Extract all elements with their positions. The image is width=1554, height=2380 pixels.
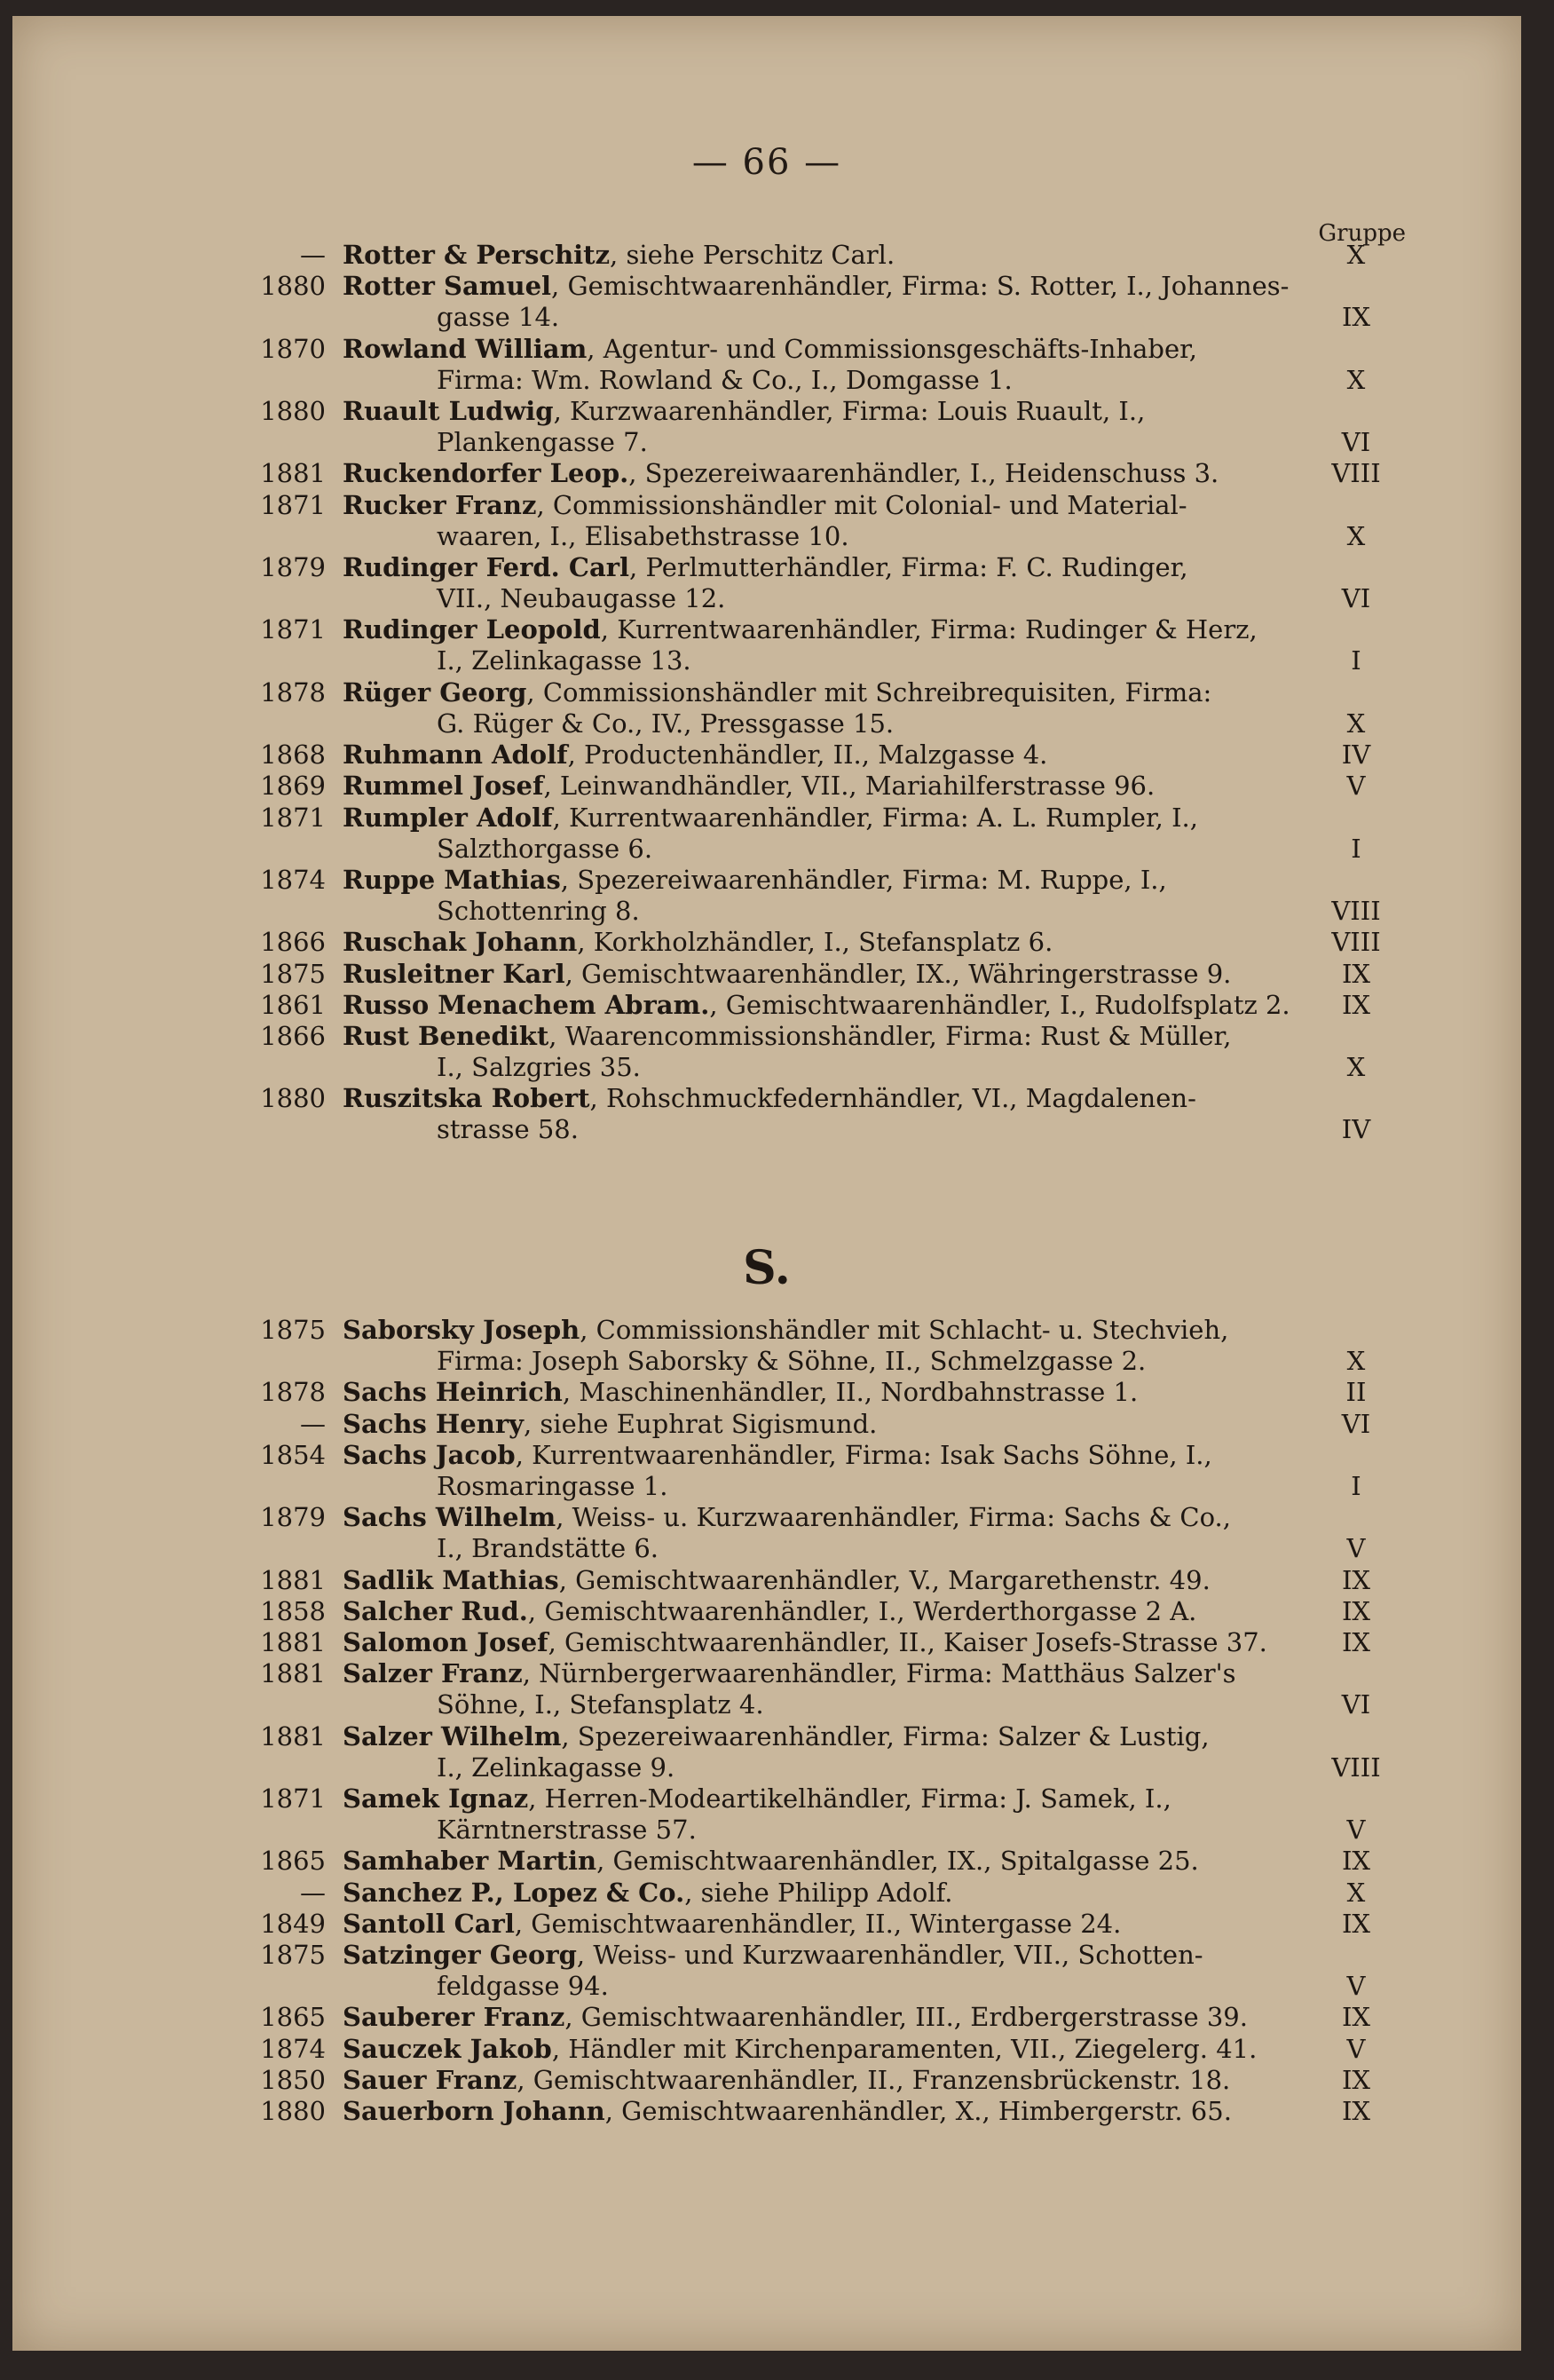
entry-group: X — [1346, 520, 1366, 551]
directory-entry — [12, 1440, 1521, 1502]
entry-first-line — [12, 490, 1521, 521]
entry-text — [343, 2065, 1230, 2096]
entry-first-line — [12, 334, 1521, 365]
entry-group: V — [1346, 2033, 1366, 2064]
entry-continuation-line — [12, 834, 1521, 865]
entry-first-line — [12, 1502, 1521, 1533]
entry-first-line — [12, 2034, 1521, 2065]
document-page — [12, 16, 1521, 2351]
entry-text — [343, 1721, 1210, 1752]
entry-first-line — [12, 865, 1521, 896]
section-letter: S. — [743, 1241, 791, 1295]
entry-name: Rudinger Leopold — [343, 614, 601, 645]
entry-year: 1878 — [260, 676, 326, 708]
entry-description: , Weiss- u. Kurzwaarenhändler, Firma: Sachs & Co., — [556, 1502, 1231, 1533]
entry-group: VI — [1341, 1408, 1371, 1439]
entry-group: VI — [1341, 583, 1371, 613]
entry-first-line — [12, 2065, 1521, 2096]
entry-group: I — [1351, 645, 1361, 676]
entry-text — [343, 240, 895, 271]
entry-text — [343, 959, 1231, 990]
entry-group: II — [1345, 1377, 1367, 1408]
entry-group: X — [1346, 1346, 1366, 1376]
entry-year: 1868 — [260, 739, 326, 771]
entry-first-line — [12, 1409, 1521, 1440]
entry-year: 1881 — [260, 1720, 326, 1751]
entry-group: X — [1346, 240, 1366, 270]
entry-name: Sachs Henry — [343, 1408, 524, 1439]
entry-continuation-line — [12, 1689, 1521, 1720]
entry-continuation: Plankengasse 7. — [437, 427, 648, 457]
directory-entry — [12, 1409, 1521, 1440]
entry-group: IX — [1341, 1564, 1371, 1595]
entry-name: Ruppe Mathias — [343, 865, 561, 895]
entry-text — [343, 1878, 953, 1909]
entry-text — [343, 1783, 1171, 1815]
entry-group: VIII — [1331, 1751, 1381, 1783]
entry-first-line — [12, 396, 1521, 427]
entry-name: Ruckendorfer Leop. — [343, 458, 629, 489]
entry-year: 1858 — [260, 1595, 326, 1626]
page-number: — 66 — — [691, 142, 842, 183]
entry-text — [343, 1627, 1267, 1658]
entry-description: , Agentur- und Commissionsgeschäfts-Inhaber, — [587, 333, 1197, 364]
entry-year: 1871 — [260, 489, 326, 520]
entry-group: IX — [1341, 1595, 1371, 1626]
entry-description: , Gemischtwaarenhändler, IX., Spitalgasse 25. — [596, 1846, 1199, 1877]
entry-description: , Kurrentwaarenhändler, Firma: Isak Sachs Söhne, I., — [515, 1439, 1212, 1470]
entry-year: 1865 — [260, 1846, 326, 1877]
entry-text — [343, 1083, 1196, 1114]
entry-name: Salcher Rud. — [343, 1595, 528, 1626]
entry-name: Sadlik Mathias — [343, 1564, 559, 1595]
entry-continuation: VII., Neubaugasse 12. — [437, 583, 726, 613]
entry-first-line — [12, 803, 1521, 834]
entry-name: Samhaber Martin — [343, 1846, 597, 1877]
entry-group: I — [1351, 1470, 1361, 1501]
entry-year: 1854 — [260, 1439, 326, 1470]
entry-first-line — [12, 1083, 1521, 1114]
entry-year: 1875 — [260, 1315, 326, 1345]
entry-year: 1881 — [260, 1627, 326, 1657]
entry-continuation-line — [12, 1052, 1521, 1083]
entry-group: IX — [1341, 2064, 1371, 2095]
entry-text — [343, 2096, 1232, 2127]
entry-year: 1880 — [260, 2096, 326, 2126]
entry-continuation: I., Zelinkagasse 9. — [437, 1751, 675, 1783]
entry-description: , Spezereiwaarenhändler, Firma: M. Ruppe, I., — [560, 865, 1167, 895]
directory-entry — [12, 1502, 1521, 1564]
directory-entry — [12, 240, 1521, 271]
entry-name: Ruschak Johann — [343, 927, 578, 958]
directory-entry — [12, 1783, 1521, 1846]
entry-text — [343, 1377, 1138, 1408]
entry-text — [343, 2002, 1248, 2033]
entry-group: VIII — [1331, 896, 1381, 926]
entry-name: Sachs Wilhelm — [343, 1502, 556, 1533]
entry-first-line — [12, 1721, 1521, 1752]
entry-first-line — [12, 771, 1521, 802]
entry-first-line — [12, 1658, 1521, 1689]
entry-text — [343, 1565, 1211, 1596]
directory-entry — [12, 1846, 1521, 1877]
entry-group: V — [1346, 1971, 1366, 2001]
entry-text — [343, 1846, 1199, 1877]
entry-description: , Nürnbergerwaarenhändler, Firma: Matthäus Salzer's — [522, 1658, 1236, 1689]
entry-text — [343, 1315, 1228, 1346]
entry-name: Rucker Franz — [343, 489, 537, 520]
directory-entry — [12, 865, 1521, 927]
entry-year: 1875 — [260, 1940, 326, 1970]
entry-text — [343, 739, 1047, 771]
directory-entry — [12, 677, 1521, 739]
entry-description: , Kurrentwaarenhändler, Firma: Rudinger & Herz, — [600, 614, 1258, 645]
entry-group: IX — [1341, 2002, 1371, 2033]
entry-first-line — [12, 458, 1521, 489]
directory-entry — [12, 1627, 1521, 1658]
entry-description: , Rohschmuckfedernhändler, VI., Magdalenen- — [589, 1083, 1196, 1114]
entry-text — [343, 1940, 1203, 1971]
entry-description: , Maschinenhändler, II., Nordbahnstrasse 1. — [562, 1377, 1139, 1408]
entry-first-line — [12, 271, 1521, 302]
entry-text — [343, 490, 1187, 521]
directory-entry — [12, 396, 1521, 458]
entry-year: 1880 — [260, 271, 326, 302]
entry-group: V — [1346, 771, 1366, 802]
directory-entry — [12, 552, 1521, 614]
entry-year: — — [300, 1877, 326, 1908]
entry-name: Sachs Heinrich — [343, 1377, 563, 1408]
entry-description: , Waarencommissionshändler, Firma: Rust & Müller, — [548, 1021, 1232, 1051]
entry-description: , Herren-Modeartikelhändler, Firma: J. Samek, I., — [528, 1783, 1171, 1814]
entry-group: VIII — [1331, 458, 1381, 489]
directory-entry — [12, 334, 1521, 396]
entry-text — [343, 614, 1258, 645]
directory-entry — [12, 927, 1521, 958]
entry-name: Sauberer Franz — [343, 2002, 565, 2033]
entry-year: 1874 — [260, 865, 326, 895]
entry-text — [343, 990, 1290, 1021]
entry-continuation-line — [12, 1471, 1521, 1502]
entry-year: 1870 — [260, 333, 326, 364]
directory-entry — [12, 1658, 1521, 1720]
entry-first-line — [12, 677, 1521, 708]
entry-first-line — [12, 2096, 1521, 2127]
entry-description: , Korkholzhändler, I., Stefansplatz 6. — [577, 927, 1053, 958]
entry-first-line — [12, 1377, 1521, 1408]
directory-entry — [12, 2065, 1521, 2096]
entry-first-line — [12, 739, 1521, 771]
entry-first-line — [12, 990, 1521, 1021]
entry-year: 1871 — [260, 614, 326, 645]
entry-first-line — [12, 1596, 1521, 1627]
entry-continuation-line — [12, 1815, 1521, 1846]
entry-text — [343, 396, 1145, 427]
entry-continuation: Söhne, I., Stefansplatz 4. — [437, 1689, 764, 1720]
directory-entry — [12, 990, 1521, 1021]
entry-description: , Gemischtwaarenhändler, III., Erdbergerstrasse 39. — [564, 2002, 1248, 2033]
directory-entry — [12, 959, 1521, 990]
entry-year: 1866 — [260, 1021, 326, 1051]
entry-text — [343, 458, 1219, 489]
entry-description: , Commissionshändler mit Schreibrequisiten, Firma: — [526, 676, 1212, 708]
entry-continuation-line — [12, 645, 1521, 676]
entry-name: Salomon Josef — [343, 1627, 548, 1657]
entry-description: , Gemischtwaarenhändler, II., Wintergasse 24. — [514, 1908, 1122, 1939]
entry-year: 1881 — [260, 1564, 326, 1595]
entry-continuation-line — [12, 1346, 1521, 1377]
directory-entry — [12, 1083, 1521, 1145]
entry-text — [343, 1440, 1212, 1471]
entry-group: IX — [1341, 1908, 1371, 1939]
entry-name: Rotter & Perschitz — [343, 240, 611, 270]
entry-description: , Gemischtwaarenhändler, II., Franzensbrückenstr. 18. — [517, 2064, 1231, 2095]
entry-name: Salzer Wilhelm — [343, 1720, 562, 1751]
entry-text — [343, 2034, 1257, 2065]
entry-name: Russo Menachem Abram. — [343, 989, 710, 1020]
entry-group: IX — [1341, 989, 1371, 1020]
entry-group: IX — [1341, 302, 1371, 333]
entry-description: , Spezereiwaarenhändler, I., Heidenschuss 3. — [628, 458, 1219, 489]
entry-year: 1866 — [260, 927, 326, 958]
entry-year: 1850 — [260, 2064, 326, 2095]
entry-name: Ruhmann Adolf — [343, 739, 568, 771]
entry-group: IX — [1341, 2096, 1371, 2126]
entry-text — [343, 1021, 1231, 1052]
group-column-header: Gruppe — [1318, 220, 1406, 247]
entry-description: , Commissionshändler mit Schlacht- u. Stechvieh, — [580, 1315, 1229, 1345]
entry-name: Sauerborn Johann — [343, 2096, 605, 2126]
entry-continuation: gasse 14. — [437, 302, 560, 333]
directory-entry — [12, 1377, 1521, 1408]
entry-name: Rummel Josef — [343, 771, 544, 802]
entry-continuation: Firma: Wm. Rowland & Co., I., Domgasse 1. — [437, 364, 1013, 395]
entry-first-line — [12, 959, 1521, 990]
entry-year: 1880 — [260, 396, 326, 426]
directory-entry — [12, 1721, 1521, 1783]
entry-first-line — [12, 1021, 1521, 1052]
entry-description: , siehe Perschitz Carl. — [610, 240, 895, 270]
entry-description: , siehe Euphrat Sigismund. — [523, 1408, 878, 1439]
entry-group: VI — [1341, 1689, 1371, 1720]
entry-text — [343, 1502, 1231, 1533]
entry-year: 1881 — [260, 1658, 326, 1689]
directory-entry — [12, 803, 1521, 865]
entry-group: VIII — [1331, 927, 1381, 958]
entry-description: , Spezereiwaarenhändler, Firma: Salzer & Lustig, — [561, 1720, 1210, 1751]
entry-year: 1875 — [260, 958, 326, 989]
entry-year: — — [300, 1408, 326, 1439]
entry-name: Rudinger Ferd. Carl — [343, 552, 630, 582]
entry-year: 1871 — [260, 1783, 326, 1814]
entry-name: Sanchez P., Lopez & Co. — [343, 1877, 685, 1908]
entry-group: VI — [1341, 427, 1371, 457]
entry-name: Ruszitska Robert — [343, 1083, 590, 1114]
entry-year: — — [300, 240, 326, 270]
entry-continuation: I., Salzgries 35. — [437, 1052, 641, 1082]
entry-name: Sauer Franz — [343, 2064, 517, 2095]
entry-name: Sachs Jacob — [343, 1439, 516, 1470]
entry-first-line — [12, 1440, 1521, 1471]
entry-text — [343, 803, 1198, 834]
directory-entry — [12, 1565, 1521, 1596]
entry-description: , Perlmutterhändler, Firma: F. C. Rudinger, — [629, 552, 1188, 582]
entry-group: I — [1351, 833, 1361, 864]
entry-continuation: I., Brandstätte 6. — [437, 1533, 659, 1564]
entry-description: , Gemischtwaarenhändler, IX., Währingerstrasse 9. — [564, 958, 1232, 989]
directory-entry — [12, 2034, 1521, 2065]
directory-entry — [12, 1940, 1521, 2002]
directory-entry — [12, 271, 1521, 333]
entry-continuation-line — [12, 1114, 1521, 1145]
entry-name: Salzer Franz — [343, 1658, 523, 1689]
entry-text — [343, 1658, 1235, 1689]
entry-year: 1881 — [260, 458, 326, 489]
entry-continuation-line — [12, 708, 1521, 739]
entry-group: IV — [1341, 1114, 1371, 1145]
entry-group: X — [1346, 1877, 1366, 1908]
entry-first-line — [12, 1783, 1521, 1815]
directory-entry — [12, 1596, 1521, 1627]
entry-text — [343, 927, 1053, 958]
entry-name: Sauczek Jakob — [343, 2033, 552, 2064]
entry-continuation: G. Rüger & Co., IV., Pressgasse 15. — [437, 708, 895, 739]
entry-description: , Kurrentwaarenhändler, Firma: A. L. Rumpler, I., — [552, 802, 1198, 833]
entry-name: Satzinger Georg — [343, 1940, 577, 1970]
directory-entry — [12, 1021, 1521, 1083]
entry-year: 1879 — [260, 552, 326, 582]
directory-entry — [12, 614, 1521, 676]
entry-text — [343, 552, 1188, 583]
directory-entry — [12, 771, 1521, 802]
entry-first-line — [12, 927, 1521, 958]
entry-description: , Händler mit Kirchenparamenten, VII., Ziegelerg. 41. — [551, 2033, 1258, 2064]
entry-description: , Leinwandhändler, VII., Mariahilferstrasse 96. — [543, 771, 1156, 802]
entry-continuation-line — [12, 1752, 1521, 1783]
entry-first-line — [12, 1627, 1521, 1658]
entry-group: X — [1346, 708, 1366, 739]
entry-description: , Gemischtwaarenhändler, Firma: S. Rotter, I., Johannes- — [551, 271, 1290, 302]
directory-entry — [12, 2096, 1521, 2127]
entry-name: Rowland William — [343, 333, 588, 364]
entry-name: Rotter Samuel — [343, 271, 552, 302]
entry-description: , Weiss- und Kurzwaarenhändler, VII., Schotten- — [576, 1940, 1203, 1970]
entry-name: Santoll Carl — [343, 1908, 515, 1939]
entry-continuation-line — [12, 302, 1521, 333]
entry-first-line — [12, 1565, 1521, 1596]
entry-year: 1878 — [260, 1377, 326, 1408]
entry-continuation: waaren, I., Elisabethstrasse 10. — [437, 520, 849, 551]
entry-group: IX — [1341, 958, 1371, 989]
entry-group: IX — [1341, 1846, 1371, 1877]
entry-description: , Gemischtwaarenhändler, X., Himbergerstr. 65. — [604, 2096, 1232, 2126]
entry-continuation: Schottenring 8. — [437, 896, 640, 926]
entry-group: V — [1346, 1815, 1366, 1845]
entry-text — [343, 677, 1211, 708]
entry-year: 1861 — [260, 989, 326, 1020]
entry-group: X — [1346, 364, 1366, 395]
entry-continuation-line — [12, 1971, 1521, 2002]
directory-entry — [12, 2002, 1521, 2033]
entry-description: , Kurzwaarenhändler, Firma: Louis Ruault, I., — [553, 396, 1146, 426]
entry-continuation-line — [12, 896, 1521, 927]
entry-year: 1874 — [260, 2033, 326, 2064]
entry-continuation: Firma: Joseph Saborsky & Söhne, II., Schmelzgasse 2. — [437, 1346, 1147, 1376]
entry-description: , siehe Philipp Adolf. — [684, 1877, 953, 1908]
entry-first-line — [12, 1909, 1521, 1940]
entry-group: V — [1346, 1533, 1366, 1564]
directory-entry — [12, 458, 1521, 489]
entry-first-line — [12, 1315, 1521, 1346]
entry-description: , Gemischtwaarenhändler, I., Rudolfsplatz 2. — [709, 989, 1290, 1020]
entry-year: 1879 — [260, 1502, 326, 1533]
entry-group: X — [1346, 1052, 1366, 1082]
entry-text — [343, 334, 1197, 365]
entry-text — [343, 771, 1155, 802]
entry-name: Saborsky Joseph — [343, 1315, 580, 1345]
directory-entry — [12, 739, 1521, 771]
entry-year: 1871 — [260, 802, 326, 833]
entry-text — [343, 1409, 877, 1440]
entry-continuation: Rosmaringasse 1. — [437, 1470, 668, 1501]
entry-name: Rust Benedikt — [343, 1021, 549, 1051]
entry-first-line — [12, 1940, 1521, 1971]
entry-first-line — [12, 1878, 1521, 1909]
entry-name: Ruault Ludwig — [343, 396, 554, 426]
entry-name: Rumpler Adolf — [343, 802, 553, 833]
entry-text — [343, 1909, 1121, 1940]
entry-first-line — [12, 614, 1521, 645]
entry-continuation: I., Zelinkagasse 13. — [437, 645, 691, 676]
entry-year: 1880 — [260, 1083, 326, 1114]
entry-description: , Gemischtwaarenhändler, I., Werderthorgasse 2 A. — [527, 1595, 1197, 1626]
entry-continuation-line — [12, 1533, 1521, 1564]
entry-text — [343, 1596, 1196, 1627]
entry-year: 1869 — [260, 771, 326, 802]
entry-continuation-line — [12, 583, 1521, 614]
entry-continuation: strasse 58. — [437, 1114, 579, 1145]
entry-continuation: Salzthorgasse 6. — [437, 833, 653, 864]
entry-first-line — [12, 1846, 1521, 1877]
entry-continuation: Kärntnerstrasse 57. — [437, 1815, 697, 1845]
entry-continuation-line — [12, 521, 1521, 552]
entry-description: , Commissionshändler mit Colonial- und Material- — [536, 489, 1187, 520]
directory-entry — [12, 490, 1521, 552]
entry-first-line — [12, 2002, 1521, 2033]
entry-first-line — [12, 552, 1521, 583]
entry-description: , Productenhändler, II., Malzgasse 4. — [567, 739, 1048, 771]
directory-entry — [12, 1315, 1521, 1377]
directory-entry — [12, 1909, 1521, 1940]
entry-description: , Gemischtwaarenhändler, V., Margarethenstr. 49. — [558, 1564, 1211, 1595]
entry-text — [343, 271, 1289, 302]
entry-name: Samek Ignaz — [343, 1783, 529, 1814]
entry-group: IV — [1341, 739, 1371, 771]
directory-entry — [12, 1878, 1521, 1909]
entry-group: IX — [1341, 1627, 1371, 1657]
entry-continuation: feldgasse 94. — [437, 1971, 609, 2001]
entry-year: 1865 — [260, 2002, 326, 2033]
entry-first-line — [12, 240, 1521, 271]
entry-text — [343, 865, 1167, 896]
entry-continuation-line — [12, 365, 1521, 396]
entry-continuation-line — [12, 427, 1521, 458]
entry-year: 1849 — [260, 1908, 326, 1939]
entry-description: , Gemischtwaarenhändler, II., Kaiser Josefs-Strasse 37. — [548, 1627, 1267, 1657]
entry-name: Rusleitner Karl — [343, 958, 565, 989]
entry-name: Rüger Georg — [343, 676, 527, 708]
